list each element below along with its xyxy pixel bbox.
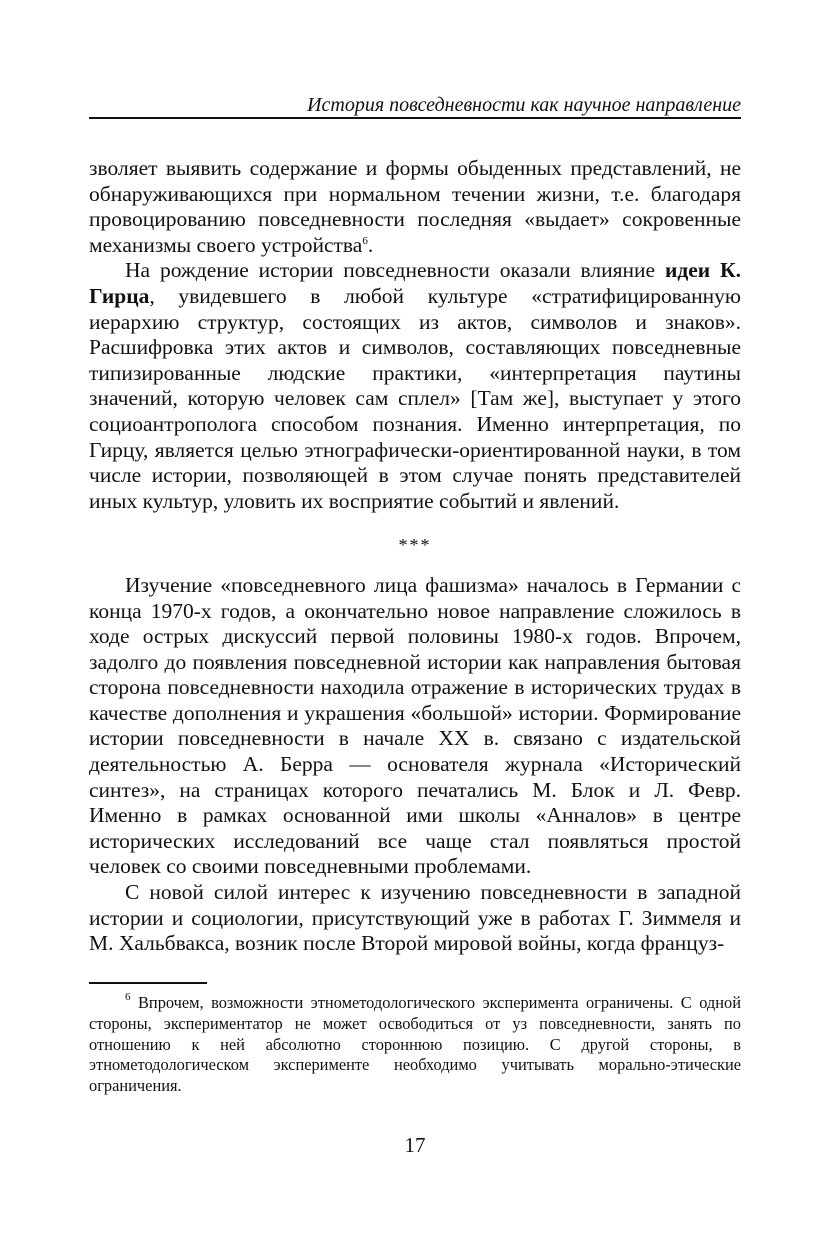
footnote bbox=[89, 993, 741, 1097]
section-separator: *** bbox=[398, 535, 432, 556]
paragraph-2-bold: идеи К. Гирца bbox=[89, 258, 741, 308]
paragraph-1-end: . bbox=[367, 232, 374, 257]
paragraph-continuation bbox=[89, 156, 741, 258]
header-rule bbox=[89, 117, 741, 119]
footnote-text: Впрочем, возможности этнометодологического эксперимента ограничены. С одной стороны, экспериментатор не может освободиться от уз повседневности, занять по отношению к ней абсолютно стороннюю позицию. С другой стороны, в этнометодологическом эксперименте необходимо учитывать морально-этические ограничения. bbox=[89, 993, 741, 1096]
running-head: История повседневности как научное направление bbox=[307, 94, 741, 116]
footnote-number: 6 bbox=[125, 991, 131, 1003]
main-text bbox=[89, 156, 741, 957]
paragraph-postwar: С новой силой интерес к изучению повседневности в западной истории и социологии, присутствующий уже в работах Г. Зиммеля и М. Хальбвакса, возник после Второй мировой войны, когда француз- bbox=[89, 880, 741, 956]
paragraph-2-start: На рождение истории повседневности оказали влияние bbox=[125, 258, 665, 283]
paragraph-fascism: Изучение «повседневного лица фашизма» началось в Германии с конца 1970-х годов, а окончательно новое направление сложилось в ходе острых дискуссий первой половины 1980-х годов. Впрочем, задолго до появления повседневной истории как направления бытовая сторона повседневности находила отражение в исторических трудах в качестве дополнения и украшения «большой» истории. Формирование истории повседневности в начале XX в. связано с издательской деятельностью А. Берра — основателя журнала «Исторический синтез», на страницах которого печатались М. Блок и Л. Февр. Именно в рамках основанной ими школы «Анналов» в центре исторических исследований все чаще стал появляться простой человек со своими повседневными проблемами. bbox=[89, 572, 741, 879]
page-number: 17 bbox=[404, 1133, 426, 1157]
paragraph-2-rest: , увидевшего в любой культуре «стратифицированную иерархию структур, состоящих из актов, символов и знаков». Расшифровка этих актов и символов, составляющих повседневные типизированные людские практики, «интерпретация паутины значений, которую человек сам сплел» [Там же], выступает у этого социоантрополога способом познания. Именно интерпретация, по Гирцу, является целью этнографически-ориентированной науки, в том числе истории, позволяющей в этом случае понять представителей иных культур, уловить их восприятие событий и явлений. bbox=[89, 283, 741, 513]
paragraph-1-text: зволяет выявить содержание и формы обыденных представлений, не обнаруживающихся при нормальном течении жизни, т.е. благодаря провоцированию повседневности последняя «выдает» сокровенные механизмы своего устройства bbox=[89, 156, 741, 257]
footnote-rule bbox=[89, 982, 207, 984]
footnote-reference: 6 bbox=[362, 234, 368, 247]
paragraph-geertz bbox=[89, 258, 741, 514]
footnote-paragraph bbox=[89, 993, 741, 1097]
